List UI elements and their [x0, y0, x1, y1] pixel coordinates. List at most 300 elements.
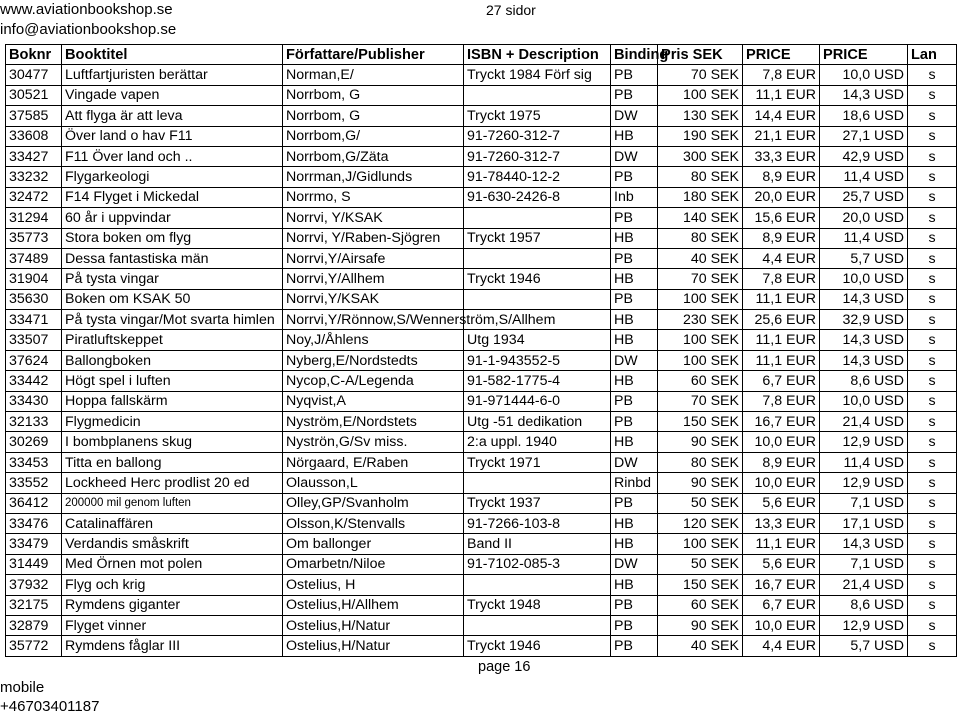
price-sek-cell: 100 SEK [658, 330, 743, 350]
price-sek-cell: 40 SEK [658, 248, 743, 268]
price-usd-cell: 42,9 USD [820, 146, 908, 166]
isbn-cell [464, 615, 611, 635]
boknr-cell: 33507 [6, 330, 62, 350]
price-eur-cell: 16,7 EUR [743, 575, 820, 595]
price-usd-cell: 12,9 USD [820, 473, 908, 493]
price-eur-cell: 5,6 EUR [743, 493, 820, 513]
boknr-cell: 33430 [6, 391, 62, 411]
price-usd-cell: 32,9 USD [820, 310, 908, 330]
price-sek-cell: 100 SEK [658, 289, 743, 309]
col-header-price-sek: Pris SEK [658, 45, 743, 65]
col-header-isbn: ISBN + Description [464, 45, 611, 65]
price-usd-cell: 11,4 USD [820, 228, 908, 248]
table-row [6, 310, 957, 330]
isbn-cell [464, 248, 611, 268]
isbn-cell: Tryckt 1975 [464, 106, 611, 126]
binding-cell: PB [611, 248, 658, 268]
isbn-cell: Tryckt 1948 [464, 595, 611, 615]
header-row [6, 45, 957, 65]
price-usd-cell: 7,1 USD [820, 554, 908, 574]
price-eur-cell: 5,6 EUR [743, 554, 820, 574]
boknr-cell: 32175 [6, 595, 62, 615]
author-cell: Norrmo, S [283, 187, 464, 207]
isbn-cell: Band II [464, 534, 611, 554]
isbn-cell [464, 85, 611, 105]
table-row [6, 493, 957, 513]
price-usd-cell: 10,0 USD [820, 65, 908, 85]
lan-cell: s [908, 412, 957, 432]
price-eur-cell: 6,7 EUR [743, 595, 820, 615]
price-eur-cell: 4,4 EUR [743, 636, 820, 656]
binding-cell: PB [611, 65, 658, 85]
mobile-label: mobile [0, 679, 45, 696]
price-usd-cell: 21,4 USD [820, 412, 908, 432]
price-usd-cell: 11,4 USD [820, 452, 908, 472]
title-cell: Flyg och krig [62, 575, 283, 595]
title-cell: I bombplanens skug [62, 432, 283, 452]
lan-cell: s [908, 534, 957, 554]
price-usd-cell: 10,0 USD [820, 391, 908, 411]
binding-cell: HB [611, 330, 658, 350]
boknr-cell: 37489 [6, 248, 62, 268]
boknr-cell: 37585 [6, 106, 62, 126]
lan-cell: s [908, 85, 957, 105]
title-cell: Boken om KSAK 50 [62, 289, 283, 309]
boknr-cell: 37624 [6, 350, 62, 370]
author-cell: Nyberg,E/Nordstedts [283, 350, 464, 370]
lan-cell: s [908, 310, 957, 330]
price-usd-cell: 18,6 USD [820, 106, 908, 126]
author-cell: Noy,J/Åhlens [283, 330, 464, 350]
price-eur-cell: 10,0 EUR [743, 432, 820, 452]
table-row [6, 452, 957, 472]
lan-cell: s [908, 554, 957, 574]
price-sek-cell: 50 SEK [658, 554, 743, 574]
table-row [6, 473, 957, 493]
title-cell: Vingade vapen [62, 85, 283, 105]
author-cell: Norrvi,Y/Airsafe [283, 248, 464, 268]
author-cell: Norrbom, G [283, 85, 464, 105]
lan-cell: s [908, 350, 957, 370]
isbn-cell: 91-630-2426-8 [464, 187, 611, 207]
price-eur-cell: 7,8 EUR [743, 269, 820, 289]
table-row [6, 126, 957, 146]
lan-cell: s [908, 493, 957, 513]
price-sek-cell: 90 SEK [658, 473, 743, 493]
boknr-cell: 32879 [6, 615, 62, 635]
boknr-cell: 32472 [6, 187, 62, 207]
price-sek-cell: 40 SEK [658, 636, 743, 656]
table-row [6, 106, 957, 126]
price-eur-cell: 11,1 EUR [743, 85, 820, 105]
price-usd-cell: 21,4 USD [820, 575, 908, 595]
binding-cell: PB [611, 595, 658, 615]
boknr-cell: 33453 [6, 452, 62, 472]
price-eur-cell: 11,1 EUR [743, 350, 820, 370]
author-cell: Norrvi, Y/Raben-Sjögren [283, 228, 464, 248]
table-row [6, 636, 957, 656]
lan-cell: s [908, 248, 957, 268]
price-eur-cell: 11,1 EUR [743, 534, 820, 554]
author-cell: Norrbom,G/ [283, 126, 464, 146]
price-sek-cell: 60 SEK [658, 371, 743, 391]
lan-cell: s [908, 187, 957, 207]
page-count: 27 sidor [486, 2, 536, 18]
lan-cell: s [908, 167, 957, 187]
price-eur-cell: 10,0 EUR [743, 615, 820, 635]
lan-cell: s [908, 146, 957, 166]
col-header-boknr: Boknr [6, 45, 62, 65]
price-eur-cell: 7,8 EUR [743, 65, 820, 85]
title-cell: Catalinaffären [62, 513, 283, 533]
boknr-cell: 33427 [6, 146, 62, 166]
boknr-cell: 35773 [6, 228, 62, 248]
table-row [6, 371, 957, 391]
page-number: page 16 [478, 659, 531, 675]
author-cell: Olausson,L [283, 473, 464, 493]
lan-cell: s [908, 126, 957, 146]
table-row [6, 391, 957, 411]
price-sek-cell: 150 SEK [658, 412, 743, 432]
author-cell: Olsson,K/Stenvalls [283, 513, 464, 533]
author-cell: Nyqvist,A [283, 391, 464, 411]
lan-cell: s [908, 106, 957, 126]
title-cell: Luftfartjuristen berättar [62, 65, 283, 85]
price-eur-cell: 8,9 EUR [743, 228, 820, 248]
binding-cell: HB [611, 126, 658, 146]
price-eur-cell: 20,0 EUR [743, 187, 820, 207]
price-eur-cell: 4,4 EUR [743, 248, 820, 268]
lan-cell: s [908, 330, 957, 350]
boknr-cell: 33476 [6, 513, 62, 533]
title-cell: Piratluftskeppet [62, 330, 283, 350]
price-usd-cell: 14,3 USD [820, 85, 908, 105]
lan-cell: s [908, 208, 957, 228]
isbn-cell [464, 473, 611, 493]
price-sek-cell: 140 SEK [658, 208, 743, 228]
isbn-cell: 91-971444-6-0 [464, 391, 611, 411]
col-header-lan: Lan [908, 45, 957, 65]
col-header-price-usd: PRICE [820, 45, 908, 65]
table-row [6, 432, 957, 452]
lan-cell: s [908, 289, 957, 309]
table-row [6, 187, 957, 207]
title-cell: Att flyga är att leva [62, 106, 283, 126]
boknr-cell: 31449 [6, 554, 62, 574]
binding-cell: PB [611, 636, 658, 656]
table-row [6, 330, 957, 350]
title-cell: Dessa fantastiska män [62, 248, 283, 268]
isbn-cell: 91-582-1775-4 [464, 371, 611, 391]
title-cell: Flygarkeologi [62, 167, 283, 187]
table-row [6, 208, 957, 228]
price-usd-cell: 12,9 USD [820, 615, 908, 635]
price-sek-cell: 230 SEK [658, 310, 743, 330]
isbn-cell: Tryckt 1971 [464, 452, 611, 472]
title-cell: Lockheed Herc prodlist 20 ed [62, 473, 283, 493]
price-usd-cell: 12,9 USD [820, 432, 908, 452]
price-sek-cell: 80 SEK [658, 452, 743, 472]
lan-cell: s [908, 371, 957, 391]
price-list-table [5, 44, 957, 657]
binding-cell: HB [611, 513, 658, 533]
author-cell: Olley,GP/Svanholm [283, 493, 464, 513]
author-cell: Ostelius,H/Natur [283, 615, 464, 635]
price-eur-cell: 11,1 EUR [743, 330, 820, 350]
lan-cell: s [908, 615, 957, 635]
isbn-cell: Tryckt 1957 [464, 228, 611, 248]
binding-cell: DW [611, 146, 658, 166]
isbn-cell: Tryckt 1937 [464, 493, 611, 513]
binding-cell: HB [611, 534, 658, 554]
price-sek-cell: 70 SEK [658, 65, 743, 85]
site-url[interactable]: www.aviationbookshop.se [0, 1, 173, 18]
author-cell: Norrbom,G/Zäta [283, 146, 464, 166]
lan-cell: s [908, 391, 957, 411]
table-row [6, 65, 957, 85]
col-header-binding: Binding [611, 45, 658, 65]
binding-cell: PB [611, 289, 658, 309]
lan-cell: s [908, 452, 957, 472]
price-eur-cell: 13,3 EUR [743, 513, 820, 533]
table-row [6, 575, 957, 595]
price-eur-cell: 16,7 EUR [743, 412, 820, 432]
title-cell: 60 år i uppvindar [62, 208, 283, 228]
col-header-title: Booktitel [62, 45, 283, 65]
title-cell: Flyget vinner [62, 615, 283, 635]
author-cell: Norrvi,Y/Allhem [283, 269, 464, 289]
price-usd-cell: 14,3 USD [820, 289, 908, 309]
boknr-cell: 36412 [6, 493, 62, 513]
price-sek-cell: 180 SEK [658, 187, 743, 207]
isbn-cell: Tryckt 1946 [464, 636, 611, 656]
binding-cell: PB [611, 412, 658, 432]
boknr-cell: 35772 [6, 636, 62, 656]
price-eur-cell: 7,8 EUR [743, 391, 820, 411]
boknr-cell: 33552 [6, 473, 62, 493]
title-cell: Ballongboken [62, 350, 283, 370]
price-sek-cell: 80 SEK [658, 228, 743, 248]
table-row [6, 167, 957, 187]
isbn-cell [464, 575, 611, 595]
binding-cell: Inb [611, 187, 658, 207]
price-sek-cell: 300 SEK [658, 146, 743, 166]
author-cell: Nycop,C-A/Legenda [283, 371, 464, 391]
isbn-cell: 91-7102-085-3 [464, 554, 611, 574]
price-eur-cell: 6,7 EUR [743, 371, 820, 391]
price-usd-cell: 14,3 USD [820, 350, 908, 370]
price-eur-cell: 25,6 EUR [743, 310, 820, 330]
price-usd-cell: 5,7 USD [820, 636, 908, 656]
title-cell: Flygmedicin [62, 412, 283, 432]
price-usd-cell: 27,1 USD [820, 126, 908, 146]
boknr-cell: 33608 [6, 126, 62, 146]
author-cell: Norrvi,Y/Rönnow,S/Wennerström,S/Allhem [283, 310, 464, 330]
author-cell: Nyströn,G/Sv miss. [283, 432, 464, 452]
binding-cell: DW [611, 554, 658, 574]
binding-cell: Rinbd [611, 473, 658, 493]
isbn-cell: Utg 1934 [464, 330, 611, 350]
author-cell: Ostelius,H/Allhem [283, 595, 464, 615]
isbn-cell: 2:a uppl. 1940 [464, 432, 611, 452]
title-cell: Högt spel i luften [62, 371, 283, 391]
price-usd-cell: 20,0 USD [820, 208, 908, 228]
table-row [6, 350, 957, 370]
isbn-cell: Tryckt 1946 [464, 269, 611, 289]
binding-cell: HB [611, 269, 658, 289]
binding-cell: HB [611, 371, 658, 391]
table-row [6, 146, 957, 166]
price-sek-cell: 80 SEK [658, 167, 743, 187]
lan-cell: s [908, 432, 957, 452]
table-row [6, 534, 957, 554]
boknr-cell: 31294 [6, 208, 62, 228]
isbn-cell: 91-7266-103-8 [464, 513, 611, 533]
table-row [6, 412, 957, 432]
lan-cell: s [908, 228, 957, 248]
price-eur-cell: 10,0 EUR [743, 473, 820, 493]
lan-cell: s [908, 513, 957, 533]
col-header-author: Författare/Publisher [283, 45, 464, 65]
price-eur-cell: 8,9 EUR [743, 452, 820, 472]
isbn-cell [464, 208, 611, 228]
author-cell: Ostelius, H [283, 575, 464, 595]
price-usd-cell: 10,0 USD [820, 269, 908, 289]
title-cell: 200000 mil genom luften [62, 493, 283, 513]
price-sek-cell: 100 SEK [658, 85, 743, 105]
title-cell: Verdandis småskrift [62, 534, 283, 554]
author-cell: Norrvi,Y/KSAK [283, 289, 464, 309]
price-usd-cell: 8,6 USD [820, 595, 908, 615]
binding-cell: PB [611, 208, 658, 228]
price-eur-cell: 15,6 EUR [743, 208, 820, 228]
price-sek-cell: 100 SEK [658, 534, 743, 554]
boknr-cell: 35630 [6, 289, 62, 309]
price-sek-cell: 120 SEK [658, 513, 743, 533]
title-cell: Rymdens giganter [62, 595, 283, 615]
price-usd-cell: 14,3 USD [820, 534, 908, 554]
boknr-cell: 33232 [6, 167, 62, 187]
title-cell: På tysta vingar [62, 269, 283, 289]
boknr-cell: 37932 [6, 575, 62, 595]
price-usd-cell: 5,7 USD [820, 248, 908, 268]
table-row [6, 513, 957, 533]
title-cell: Stora boken om flyg [62, 228, 283, 248]
isbn-cell: Tryckt 1984 Förf sig [464, 65, 611, 85]
lan-cell: s [908, 65, 957, 85]
title-cell: Med Örnen mot polen [62, 554, 283, 574]
isbn-cell: 91-7260-312-7 [464, 126, 611, 146]
price-usd-cell: 8,6 USD [820, 371, 908, 391]
table-row [6, 85, 957, 105]
boknr-cell: 32133 [6, 412, 62, 432]
binding-cell: HB [611, 310, 658, 330]
author-cell: Norrbom, G [283, 106, 464, 126]
price-eur-cell: 21,1 EUR [743, 126, 820, 146]
price-usd-cell: 7,1 USD [820, 493, 908, 513]
price-sek-cell: 90 SEK [658, 615, 743, 635]
author-cell: Nyström,E/Nordstets [283, 412, 464, 432]
price-usd-cell: 25,7 USD [820, 187, 908, 207]
phone-number: +46703401187 [0, 698, 100, 715]
lan-cell: s [908, 269, 957, 289]
email-address[interactable]: info@aviationbookshop.se [0, 21, 177, 38]
binding-cell: HB [611, 228, 658, 248]
boknr-cell: 33479 [6, 534, 62, 554]
col-header-price-eur: PRICE [743, 45, 820, 65]
boknr-cell: 31904 [6, 269, 62, 289]
price-sek-cell: 190 SEK [658, 126, 743, 146]
title-cell: Titta en ballong [62, 452, 283, 472]
title-cell: F14 Flyget i Mickedal [62, 187, 283, 207]
isbn-cell: 91-1-943552-5 [464, 350, 611, 370]
price-eur-cell: 14,4 EUR [743, 106, 820, 126]
table-row [6, 269, 957, 289]
author-cell: Norman,E/ [283, 65, 464, 85]
binding-cell: DW [611, 452, 658, 472]
table-row [6, 248, 957, 268]
price-sek-cell: 70 SEK [658, 269, 743, 289]
author-cell: Ostelius,H/Natur [283, 636, 464, 656]
price-eur-cell: 11,1 EUR [743, 289, 820, 309]
binding-cell: HB [611, 432, 658, 452]
isbn-cell: 91-78440-12-2 [464, 167, 611, 187]
price-usd-cell: 14,3 USD [820, 330, 908, 350]
author-cell: Nörgaard, E/Raben [283, 452, 464, 472]
boknr-cell: 33471 [6, 310, 62, 330]
price-sek-cell: 100 SEK [658, 350, 743, 370]
binding-cell: DW [611, 350, 658, 370]
binding-cell: PB [611, 615, 658, 635]
author-cell: Omarbetn/Niloe [283, 554, 464, 574]
price-eur-cell: 8,9 EUR [743, 167, 820, 187]
author-cell: Norrman,J/Gidlunds [283, 167, 464, 187]
isbn-cell [464, 289, 611, 309]
price-sek-cell: 50 SEK [658, 493, 743, 513]
price-usd-cell: 11,4 USD [820, 167, 908, 187]
table-row [6, 595, 957, 615]
price-sek-cell: 90 SEK [658, 432, 743, 452]
title-cell: Över land o hav F11 [62, 126, 283, 146]
table-row [6, 289, 957, 309]
author-cell: Norrvi, Y/KSAK [283, 208, 464, 228]
isbn-cell: Utg -51 dedikation [464, 412, 611, 432]
price-sek-cell: 70 SEK [658, 391, 743, 411]
price-usd-cell: 17,1 USD [820, 513, 908, 533]
author-cell: Om ballonger [283, 534, 464, 554]
table-row [6, 228, 957, 248]
boknr-cell: 30477 [6, 65, 62, 85]
boknr-cell: 30521 [6, 85, 62, 105]
price-sek-cell: 130 SEK [658, 106, 743, 126]
boknr-cell: 30269 [6, 432, 62, 452]
price-sek-cell: 150 SEK [658, 575, 743, 595]
price-eur-cell: 33,3 EUR [743, 146, 820, 166]
binding-cell: PB [611, 85, 658, 105]
binding-cell: PB [611, 167, 658, 187]
title-cell: Rymdens fåglar III [62, 636, 283, 656]
binding-cell: DW [611, 106, 658, 126]
table-row [6, 554, 957, 574]
lan-cell: s [908, 473, 957, 493]
title-cell: F11 Över land och .. [62, 146, 283, 166]
binding-cell: HB [611, 575, 658, 595]
title-cell: Hoppa fallskärm [62, 391, 283, 411]
price-sek-cell: 60 SEK [658, 595, 743, 615]
boknr-cell: 33442 [6, 371, 62, 391]
binding-cell: PB [611, 391, 658, 411]
table-row [6, 615, 957, 635]
